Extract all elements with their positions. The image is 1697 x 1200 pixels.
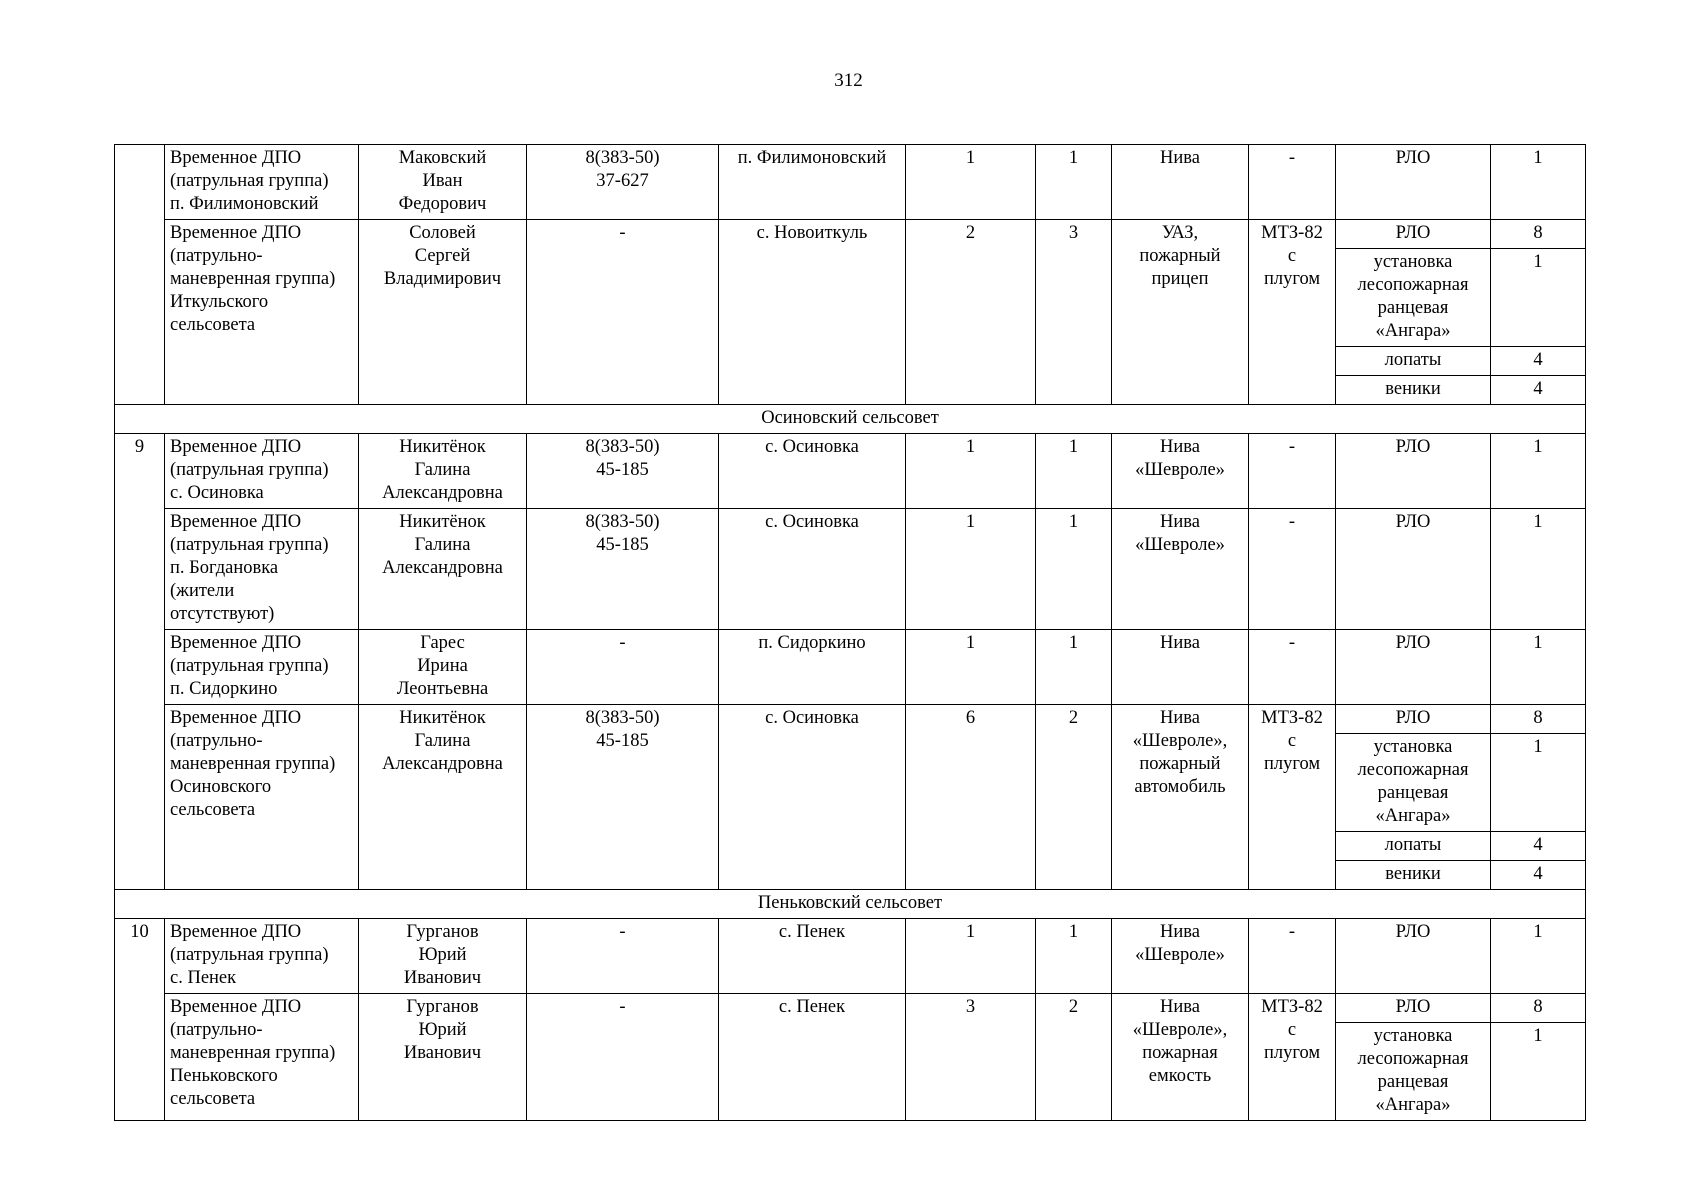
- vehicle-line: Нива: [1160, 997, 1200, 1017]
- vehicle: [1112, 705, 1249, 890]
- row-index: 10: [115, 919, 165, 1121]
- section-heading: Осиновский сельсовет: [115, 405, 1586, 434]
- vehicle-line: «Шевроле»: [1135, 535, 1225, 555]
- phone: [527, 434, 719, 509]
- units-count: 1: [1036, 145, 1112, 220]
- table-row: [115, 145, 1586, 220]
- vehicle-line: Нива: [1160, 922, 1200, 942]
- equipment-qty: 1: [1491, 1023, 1586, 1121]
- unit-name-line: (патрульная группа): [170, 535, 329, 555]
- phone-line: 8(383-50): [585, 437, 660, 457]
- vehicle-line: Нива: [1160, 512, 1200, 532]
- unit-name-line: (патрульно-: [170, 1020, 263, 1040]
- equipment-qty: 1: [1491, 630, 1586, 705]
- phone-line: 45-185: [596, 460, 649, 480]
- equipment-name-line: лесопожарная: [1357, 275, 1469, 295]
- section-row: [115, 405, 1586, 434]
- units-count: 1: [1036, 434, 1112, 509]
- tractor-line: -: [1288, 437, 1296, 457]
- unit-name: [165, 994, 359, 1121]
- responsible-person-line: Леонтьевна: [396, 679, 489, 699]
- equipment-name-line: РЛО: [1395, 512, 1431, 532]
- equipment-name-line: РЛО: [1395, 223, 1431, 243]
- phone: [527, 145, 719, 220]
- phone: [527, 994, 719, 1121]
- vehicle-line: Нива: [1160, 148, 1200, 168]
- equipment-name-line: ранцевая: [1377, 783, 1449, 803]
- table-row: [115, 705, 1586, 734]
- equipment-qty: 4: [1491, 376, 1586, 405]
- responsible-person-line: Федорович: [398, 194, 487, 214]
- unit-name: [165, 145, 359, 220]
- equipment-name: [1336, 434, 1491, 509]
- vehicle-line: прицеп: [1151, 269, 1209, 289]
- location: п. Филимоновский: [719, 145, 906, 220]
- phone: [527, 705, 719, 890]
- phone-line: 8(383-50): [585, 708, 660, 728]
- equipment-name-line: РЛО: [1395, 633, 1431, 653]
- vehicle-line: пожарная: [1142, 1043, 1218, 1063]
- table-row: [115, 994, 1586, 1023]
- phone-line: 37-627: [596, 171, 649, 191]
- responsible-person: [359, 994, 527, 1121]
- responsible-person-line: Иванович: [403, 968, 482, 988]
- equipment-name: [1336, 1023, 1491, 1121]
- vehicle-line: пожарный: [1139, 754, 1221, 774]
- equipment-name-line: лопаты: [1384, 835, 1442, 855]
- equipment-qty: 4: [1491, 861, 1586, 890]
- phone-line: -: [619, 633, 626, 653]
- equipment-name-line: «Ангара»: [1375, 1095, 1451, 1115]
- people-count: 1: [906, 145, 1036, 220]
- responsible-person: [359, 630, 527, 705]
- equipment-name: [1336, 919, 1491, 994]
- units-count: 1: [1036, 919, 1112, 994]
- table-row: [115, 220, 1586, 249]
- equipment-name: [1336, 220, 1491, 249]
- tractor: [1249, 220, 1336, 405]
- units-count: 3: [1036, 220, 1112, 405]
- responsible-person-line: Галина: [414, 535, 471, 555]
- location: с. Осиновка: [719, 705, 906, 890]
- equipment-qty: 4: [1491, 347, 1586, 376]
- responsible-person-line: Гурганов: [406, 922, 479, 942]
- equipment-qty: 1: [1491, 734, 1586, 832]
- tractor: [1249, 994, 1336, 1121]
- unit-name-line: сельсовета: [170, 800, 256, 820]
- responsible-person-line: Юрий: [418, 1020, 467, 1040]
- vehicle: [1112, 434, 1249, 509]
- vehicle-line: Нива: [1160, 633, 1200, 653]
- unit-name-line: Временное ДПО: [170, 997, 302, 1017]
- responsible-person-line: Соловей: [409, 223, 476, 243]
- unit-name: [165, 630, 359, 705]
- unit-name-line: (жители: [170, 581, 235, 601]
- responsible-person-line: Ирина: [417, 656, 468, 676]
- vehicle-line: емкость: [1148, 1066, 1212, 1086]
- people-count: 2: [906, 220, 1036, 405]
- vehicle: [1112, 145, 1249, 220]
- equipment-qty: 1: [1491, 509, 1586, 630]
- tractor: [1249, 630, 1336, 705]
- responsible-person-line: Иван: [422, 171, 463, 191]
- unit-name: [165, 919, 359, 994]
- location: с. Новоиткуль: [719, 220, 906, 405]
- responsible-person: [359, 509, 527, 630]
- responsible-person-line: Александровна: [382, 483, 503, 503]
- unit-name-line: Временное ДПО: [170, 708, 302, 728]
- vehicle: [1112, 994, 1249, 1121]
- unit-name-line: отсутствуют): [170, 604, 275, 624]
- tractor-line: -: [1288, 922, 1296, 942]
- unit-name: [165, 509, 359, 630]
- row-index: [115, 145, 165, 405]
- equipment-name: [1336, 994, 1491, 1023]
- responsible-person-line: Никитёнок: [399, 708, 486, 728]
- equipment-name-line: «Ангара»: [1375, 806, 1451, 826]
- unit-name-line: (патрульная группа): [170, 460, 329, 480]
- tractor-line: плугом: [1263, 754, 1321, 774]
- unit-name-line: Осиновского: [170, 777, 272, 797]
- responsible-person: [359, 220, 527, 405]
- vehicle-line: Нива: [1160, 708, 1200, 728]
- unit-name-line: маневренная группа): [170, 1043, 336, 1063]
- responsible-person-line: Владимирович: [383, 269, 502, 289]
- vehicle-line: «Шевроле»: [1135, 460, 1225, 480]
- unit-name-line: Временное ДПО: [170, 633, 302, 653]
- section-row: [115, 890, 1586, 919]
- equipment-name-line: РЛО: [1395, 922, 1431, 942]
- tractor-line: МТЗ-82: [1261, 708, 1323, 728]
- units-count: 2: [1036, 705, 1112, 890]
- equipment-name: [1336, 509, 1491, 630]
- equipment-name-line: установка: [1373, 737, 1453, 757]
- equipment-name: [1336, 145, 1491, 220]
- equipment-name: [1336, 861, 1491, 890]
- equipment-name-line: установка: [1373, 1026, 1453, 1046]
- unit-name-line: маневренная группа): [170, 754, 336, 774]
- unit-name-line: (патрульная группа): [170, 656, 329, 676]
- phone-line: 45-185: [596, 535, 649, 555]
- unit-name-line: Временное ДПО: [170, 148, 302, 168]
- equipment-name-line: РЛО: [1395, 708, 1431, 728]
- unit-name-line: п. Богдановка: [170, 558, 279, 578]
- tractor-line: -: [1288, 148, 1296, 168]
- vehicle-line: «Шевроле»,: [1132, 1020, 1228, 1040]
- equipment-name-line: лесопожарная: [1357, 1049, 1469, 1069]
- equipment-name-line: «Ангара»: [1375, 321, 1451, 341]
- unit-name-line: Временное ДПО: [170, 223, 302, 243]
- equipment-name: [1336, 734, 1491, 832]
- tractor-line: с: [1287, 731, 1297, 751]
- equipment-name: [1336, 705, 1491, 734]
- equipment-name-line: ранцевая: [1377, 1072, 1449, 1092]
- unit-name-line: Иткульского: [170, 292, 269, 312]
- people-count: 1: [906, 630, 1036, 705]
- responsible-person-line: Александровна: [382, 558, 503, 578]
- equipment-name-line: лесопожарная: [1357, 760, 1469, 780]
- responsible-person-line: Маковский: [398, 148, 487, 168]
- responsible-person: [359, 434, 527, 509]
- vehicle-line: УАЗ,: [1161, 223, 1199, 243]
- responsible-person-line: Никитёнок: [399, 437, 486, 457]
- unit-name-line: маневренная группа): [170, 269, 336, 289]
- location: с. Пенек: [719, 994, 906, 1121]
- unit-name-line: сельсовета: [170, 315, 256, 335]
- vehicle: [1112, 919, 1249, 994]
- people-count: 6: [906, 705, 1036, 890]
- equipment-qty: 1: [1491, 145, 1586, 220]
- phone: [527, 919, 719, 994]
- table-row: [115, 630, 1586, 705]
- responsible-person: [359, 705, 527, 890]
- people-count: 3: [906, 994, 1036, 1121]
- equipment-name-line: веники: [1385, 379, 1441, 399]
- fire-brigades-table: [114, 144, 1586, 1121]
- table-row: [115, 919, 1586, 994]
- location: с. Осиновка: [719, 434, 906, 509]
- equipment-qty: 1: [1491, 249, 1586, 347]
- section-heading: Пеньковский сельсовет: [115, 890, 1586, 919]
- unit-name-line: с. Осиновка: [170, 483, 264, 503]
- location: п. Сидоркино: [719, 630, 906, 705]
- equipment-name: [1336, 347, 1491, 376]
- units-count: 1: [1036, 630, 1112, 705]
- unit-name-line: Временное ДПО: [170, 512, 302, 532]
- unit-name-line: Временное ДПО: [170, 437, 302, 457]
- unit-name-line: п. Сидоркино: [170, 679, 278, 699]
- unit-name: [165, 220, 359, 405]
- equipment-name-line: лопаты: [1384, 350, 1442, 370]
- tractor-line: МТЗ-82: [1261, 223, 1323, 243]
- units-count: 2: [1036, 994, 1112, 1121]
- equipment-name-line: РЛО: [1395, 997, 1431, 1017]
- row-index: 9: [115, 434, 165, 890]
- tractor: [1249, 509, 1336, 630]
- unit-name-line: с. Пенек: [170, 968, 237, 988]
- equipment-name: [1336, 630, 1491, 705]
- vehicle: [1112, 630, 1249, 705]
- responsible-person-line: Никитёнок: [399, 512, 486, 532]
- unit-name: [165, 705, 359, 890]
- vehicle-line: «Шевроле»: [1135, 945, 1225, 965]
- responsible-person-line: Галина: [414, 460, 471, 480]
- equipment-qty: 4: [1491, 832, 1586, 861]
- tractor-line: плугом: [1263, 269, 1321, 289]
- equipment-name: [1336, 832, 1491, 861]
- phone: [527, 509, 719, 630]
- tractor-line: МТЗ-82: [1261, 997, 1323, 1017]
- people-count: 1: [906, 919, 1036, 994]
- tractor-line: -: [1288, 512, 1296, 532]
- unit-name-line: сельсовета: [170, 1089, 256, 1109]
- units-count: 1: [1036, 509, 1112, 630]
- phone-line: 8(383-50): [585, 512, 660, 532]
- tractor-line: -: [1288, 633, 1296, 653]
- responsible-person-line: Гурганов: [406, 997, 479, 1017]
- responsible-person-line: Сергей: [414, 246, 471, 266]
- equipment-qty: 8: [1491, 705, 1586, 734]
- equipment-qty: 1: [1491, 919, 1586, 994]
- unit-name-line: п. Филимоновский: [170, 194, 319, 214]
- responsible-person-line: Гарес: [420, 633, 465, 653]
- tractor-line: с: [1287, 246, 1297, 266]
- vehicle-line: пожарный: [1139, 246, 1221, 266]
- responsible-person: [359, 919, 527, 994]
- responsible-person: [359, 145, 527, 220]
- equipment-name: [1336, 376, 1491, 405]
- tractor: [1249, 705, 1336, 890]
- phone-line: 8(383-50): [585, 148, 660, 168]
- table-row: [115, 509, 1586, 630]
- phone-line: -: [619, 997, 626, 1017]
- phone-line: 45-185: [596, 731, 649, 751]
- vehicle: [1112, 509, 1249, 630]
- phone-line: -: [619, 922, 626, 942]
- people-count: 1: [906, 509, 1036, 630]
- location: с. Осиновка: [719, 509, 906, 630]
- unit-name-line: Пеньковского: [170, 1066, 278, 1086]
- location: с. Пенек: [719, 919, 906, 994]
- responsible-person-line: Юрий: [418, 945, 467, 965]
- phone: [527, 630, 719, 705]
- table-row: [115, 434, 1586, 509]
- equipment-name-line: РЛО: [1395, 437, 1431, 457]
- vehicle: [1112, 220, 1249, 405]
- page-number: 312: [834, 70, 863, 91]
- vehicle-line: автомобиль: [1134, 777, 1226, 797]
- responsible-person-line: Галина: [414, 731, 471, 751]
- equipment-qty: 8: [1491, 220, 1586, 249]
- phone: [527, 220, 719, 405]
- equipment-name: [1336, 249, 1491, 347]
- tractor: [1249, 919, 1336, 994]
- unit-name-line: (патрульная группа): [170, 171, 329, 191]
- responsible-person-line: Иванович: [403, 1043, 482, 1063]
- equipment-name-line: веники: [1385, 864, 1441, 884]
- tractor: [1249, 145, 1336, 220]
- equipment-name-line: РЛО: [1395, 148, 1431, 168]
- responsible-person-line: Александровна: [382, 754, 503, 774]
- equipment-qty: 1: [1491, 434, 1586, 509]
- people-count: 1: [906, 434, 1036, 509]
- unit-name-line: (патрульно-: [170, 246, 263, 266]
- phone-line: -: [619, 223, 626, 243]
- unit-name: [165, 434, 359, 509]
- unit-name-line: (патрульная группа): [170, 945, 329, 965]
- vehicle-line: Нива: [1160, 437, 1200, 457]
- equipment-name-line: ранцевая: [1377, 298, 1449, 318]
- tractor: [1249, 434, 1336, 509]
- equipment-name-line: установка: [1373, 252, 1453, 272]
- unit-name-line: Временное ДПО: [170, 922, 302, 942]
- vehicle-line: «Шевроле»,: [1132, 731, 1228, 751]
- equipment-qty: 8: [1491, 994, 1586, 1023]
- unit-name-line: (патрульно-: [170, 731, 263, 751]
- tractor-line: с: [1287, 1020, 1297, 1040]
- tractor-line: плугом: [1263, 1043, 1321, 1063]
